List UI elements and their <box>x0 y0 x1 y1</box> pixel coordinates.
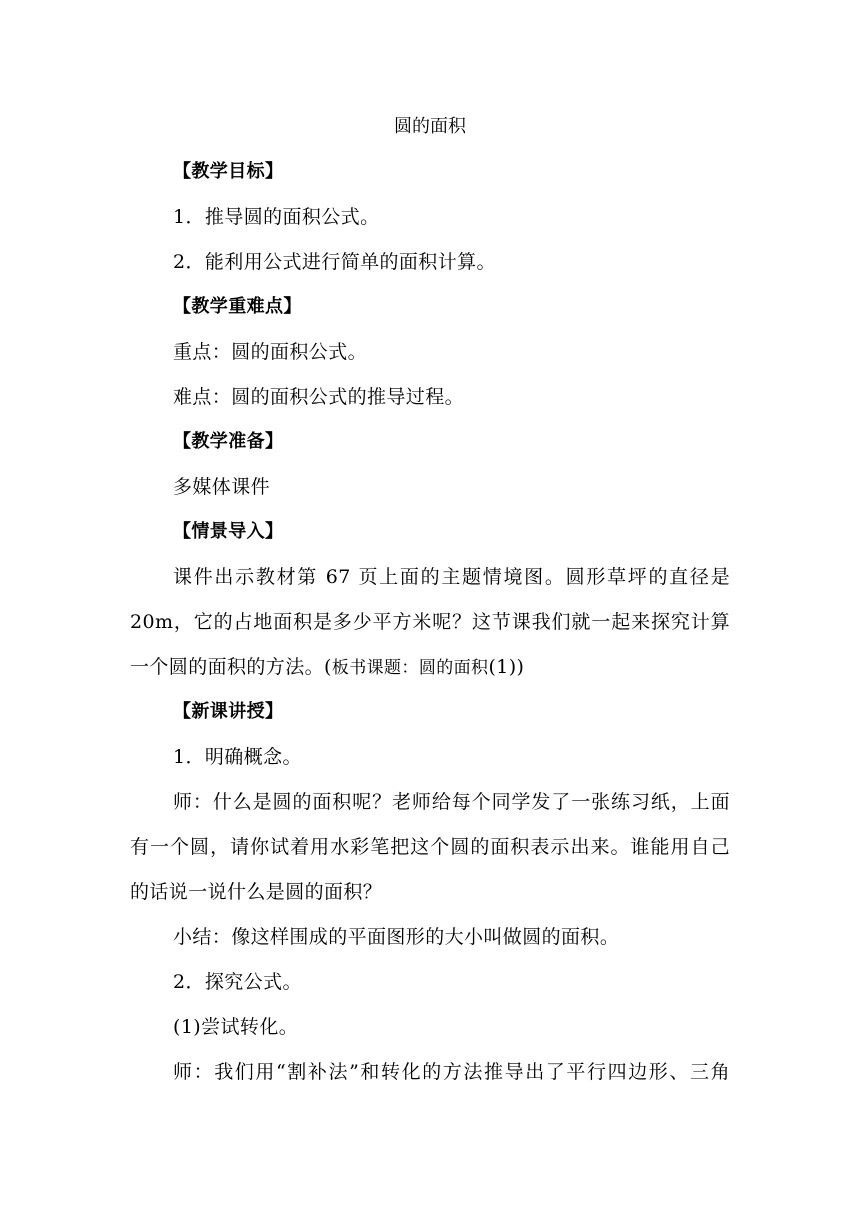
intro-line-1: 课件出示教材第 67 页上面的主题情境图。圆形草坪的直径是 <box>173 566 730 588</box>
page-title: 圆的面积 <box>394 116 466 137</box>
key-difficulty-heading: 【教学重难点】 <box>173 296 302 317</box>
preparation-heading: 【教学准备】 <box>173 431 284 452</box>
teacher-1-line-3: 的话说一说什么是圆的面积？ <box>130 881 383 903</box>
goals-heading: 【教学目标】 <box>173 161 284 182</box>
step-1: 1．明确概念。 <box>173 746 302 768</box>
summary-start: 小结：像这样围成的平面图形的大小叫做 <box>173 926 523 948</box>
teacher-2-line-1: 师：我们用“割补法”和转化的方法推导出了平行四边形、三角 <box>173 1061 730 1083</box>
intro-line-3 <box>130 655 524 680</box>
new-lesson-heading: 【新课讲授】 <box>173 701 284 722</box>
teacher-1-line-2: 有一个圆，请你试着用水彩笔把这个圆的面积表示出来。谁能用自己 <box>130 836 730 858</box>
goal-2: 2．能利用公式进行简单的面积计算。 <box>173 251 496 273</box>
step-2: 2．探究公式。 <box>173 971 302 993</box>
teacher-1-line-1: 师：什么是圆的面积呢？老师给每个同学发了一张练习纸，上面 <box>173 791 730 813</box>
difficult-point: 难点：圆的面积公式的推导过程。 <box>173 386 465 408</box>
introduction-heading: 【情景导入】 <box>173 521 284 542</box>
summary-line <box>173 925 619 949</box>
preparation-item: 多媒体课件 <box>173 476 271 498</box>
intro-line-3-start: 一个圆的面积的方法。( <box>130 656 332 678</box>
goal-1: 1．推导圆的面积公式。 <box>173 206 380 228</box>
intro-line-2: 20m，它的占地面积是多少平方米呢？这节课我们就一起来探究计算 <box>130 611 730 633</box>
sub-step-1: (1)尝试转化。 <box>173 1016 299 1038</box>
summary-term: 圆的面积 <box>522 926 600 948</box>
summary-end: 。 <box>599 926 620 948</box>
board-title-note: 板书课题：圆的面积 <box>331 658 489 678</box>
key-point: 重点：圆的面积公式。 <box>173 341 368 363</box>
intro-line-3-end: (1)) <box>488 656 525 678</box>
